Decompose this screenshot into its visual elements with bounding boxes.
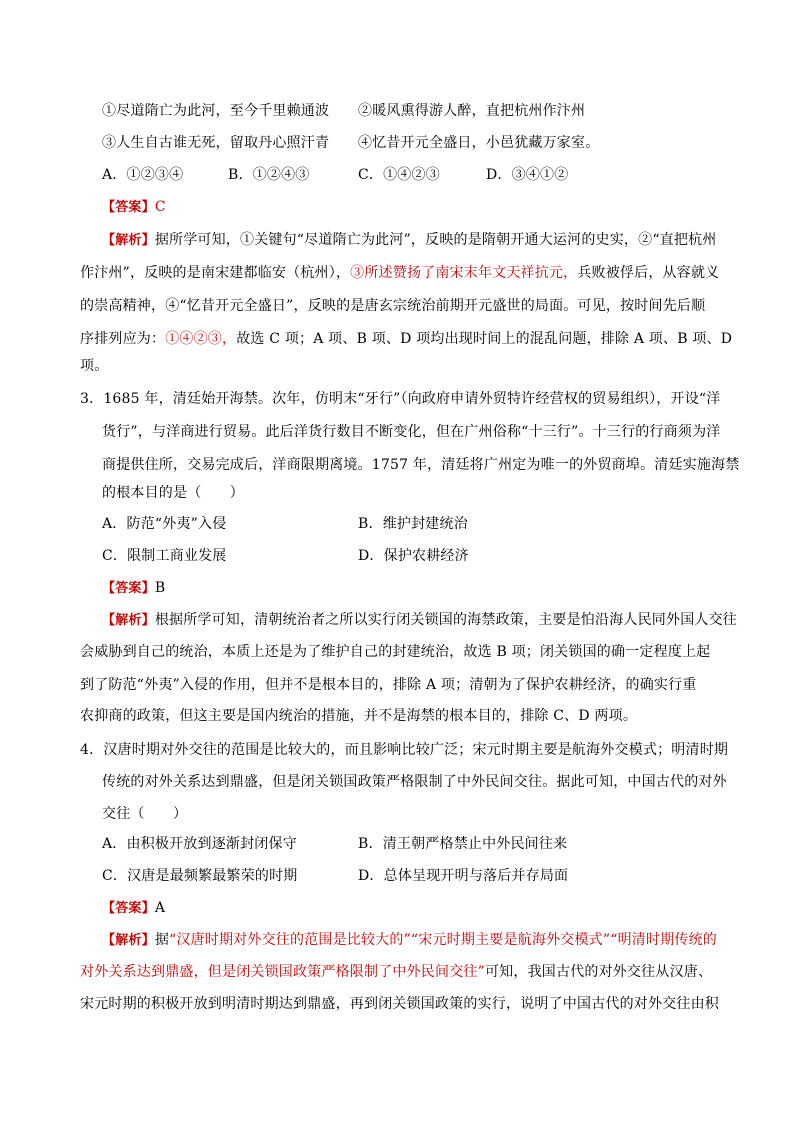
q2-option-b: B．①②④③ xyxy=(228,167,310,183)
analysis-text: 可知，我国古代的对外交往从汉唐、 xyxy=(484,964,713,980)
analysis-text: 据 xyxy=(154,932,170,948)
analysis-tag: 【解析】 xyxy=(102,613,155,628)
q2-option-a: A．①②③④ xyxy=(102,167,184,183)
q2-poem-4: ④忆昔开元全盛日，小邑犹藏万家室。 xyxy=(358,135,600,151)
q4-option-d: D．总体呈现开明与落后并存局面 xyxy=(358,868,569,884)
analysis-text: 根据所学可知，清朝统治者之所以实行闭关锁国的海禁政策，主要是怕沿海人民同外国人交往 xyxy=(154,612,738,628)
analysis-highlight: 对外关系达到鼎盛，但是闭关锁国政策严格限制了中外民间交往” xyxy=(80,964,485,980)
q2-option-c: C．①④②③ xyxy=(358,167,440,183)
question-text: 1685 年，清廷始开海禁。次年，仿明末“牙行”（向政府申请外贸特许经营权的贸易组织），开设“洋 xyxy=(103,391,721,407)
q4-analysis-line-1 xyxy=(102,930,717,951)
q4-stem-line-2: 传统的对外关系达到鼎盛，但是闭关锁国政策严格限制了中外民间交往。据此可知，中国古代的对外 xyxy=(102,774,727,790)
q3-stem-line-2: 货行”，与洋商进行贸易。此后洋货行数目不断变化，但在广州俗称“十三行”。十三行的行商须为洋 xyxy=(102,424,721,440)
question-number: 4． xyxy=(80,742,104,758)
q3-option-c: C．限制工商业发展 xyxy=(102,548,227,564)
analysis-text: 序排列应为： xyxy=(80,331,166,347)
q4-stem-line-1 xyxy=(80,740,728,760)
q4-option-a: A．由积极开放到逐渐封闭保守 xyxy=(102,836,297,852)
analysis-text: 作汴州”，反映的是南宋建都临安（杭州）， xyxy=(80,265,351,281)
q2-analysis-line-4 xyxy=(80,329,732,349)
q3-stem-line-3: 商提供住所，交易完成后，洋商限期离境。1757 年，清廷将广州定为唯一的外贸商埠。清廷实施海禁 xyxy=(102,457,740,473)
q3-option-b: B．维护封建统治 xyxy=(358,516,468,532)
q3-analysis-line-1 xyxy=(102,610,737,631)
answer-tag: 【答案】 xyxy=(102,200,155,215)
question-text: 汉唐时期对外交往的范围是比较大的，而且影响比较广泛；宋元时期主要是航海外交模式；明清时期 xyxy=(103,742,729,758)
answer-value: A xyxy=(154,900,166,916)
answer-value: B xyxy=(154,580,166,596)
q2-answer xyxy=(102,197,166,218)
q2-poem-2: ②暖风熏得游人醉，直把杭州作汴州 xyxy=(358,103,586,119)
q2-poem-3: ③人生自古谁无死，留取丹心照汗青 xyxy=(102,135,330,151)
q4-answer xyxy=(102,898,165,919)
q3-analysis-line-3: 到了防范“外夷”入侵的作用，但并不是根本目的，排除 A 项；清朝为了保护农耕经济，的确实行重 xyxy=(80,677,697,693)
q2-option-d: D．③④①② xyxy=(486,167,569,183)
q4-analysis-line-3: 宋元时期的积极开放到明清时期达到鼎盛，再到闭关锁国政策的实行，说明了中国古代的对外交往由积 xyxy=(80,996,719,1012)
q4-option-b: B．清王朝严格禁止中外民间往来 xyxy=(358,836,568,852)
analysis-text: 故选 C 项；A 项、B 项、D 项均出现时间上的混乱问题，排除 A 项、B 项、D xyxy=(236,331,733,347)
q3-answer xyxy=(102,578,165,599)
q3-option-a: A．防范“外夷”入侵 xyxy=(102,516,227,532)
q4-stem-line-3: 交往（ ） xyxy=(102,806,188,822)
q3-stem-line-1 xyxy=(80,389,720,409)
answer-tag: 【答案】 xyxy=(102,901,155,916)
answer-value: C xyxy=(154,199,166,215)
analysis-tag: 【解析】 xyxy=(102,933,155,948)
q2-poem-1: ①尽道隋亡为此河，至今千里赖通波 xyxy=(102,103,330,119)
question-number: 3． xyxy=(80,391,104,407)
analysis-text: 据所学可知，①关键句“尽道隋亡为此河”，反映的是隋朝开通大运河的史实，②“直把杭州 xyxy=(154,232,717,248)
q2-analysis-line-2 xyxy=(80,263,719,283)
q2-analysis-line-5: 项。 xyxy=(80,358,109,374)
q2-analysis-line-1 xyxy=(102,230,716,251)
q4-analysis-line-2 xyxy=(80,962,712,982)
q3-analysis-line-2: 会威胁到自己的统治，本质上还是为了维护自己的封建统治，故选 B 项；闭关锁国的确一定程度上起 xyxy=(80,644,711,660)
analysis-highlight: “汉唐时期对外交往的范围是比较大的”“宋元时期主要是航海外交模式”“明清时期传统的 xyxy=(169,932,717,948)
answer-tag: 【答案】 xyxy=(102,581,155,596)
q3-stem-line-4: 的根本目的是（ ） xyxy=(102,485,244,501)
analysis-highlight: ①④②③， xyxy=(165,331,237,347)
analysis-tag: 【解析】 xyxy=(102,233,155,248)
q2-analysis-line-3: 的崇高精神，④“忆昔开元全盛日”，反映的是唐玄宗统治前期开元盛世的局面。可见，按时间先后顺 xyxy=(80,298,706,314)
q3-analysis-line-4: 农抑商的政策，但这主要是国内统治的措施，并不是海禁的根本目的，排除 C、D 两项。 xyxy=(80,708,638,724)
q3-option-d: D．保护农耕经济 xyxy=(358,548,469,564)
q4-option-c: C．汉唐是最频繁最繁荣的时期 xyxy=(102,868,298,884)
analysis-highlight: ③所述赞扬了南宋末年文天祥抗元， xyxy=(350,265,578,281)
analysis-text: 兵败被俘后，从容就义 xyxy=(577,265,720,281)
